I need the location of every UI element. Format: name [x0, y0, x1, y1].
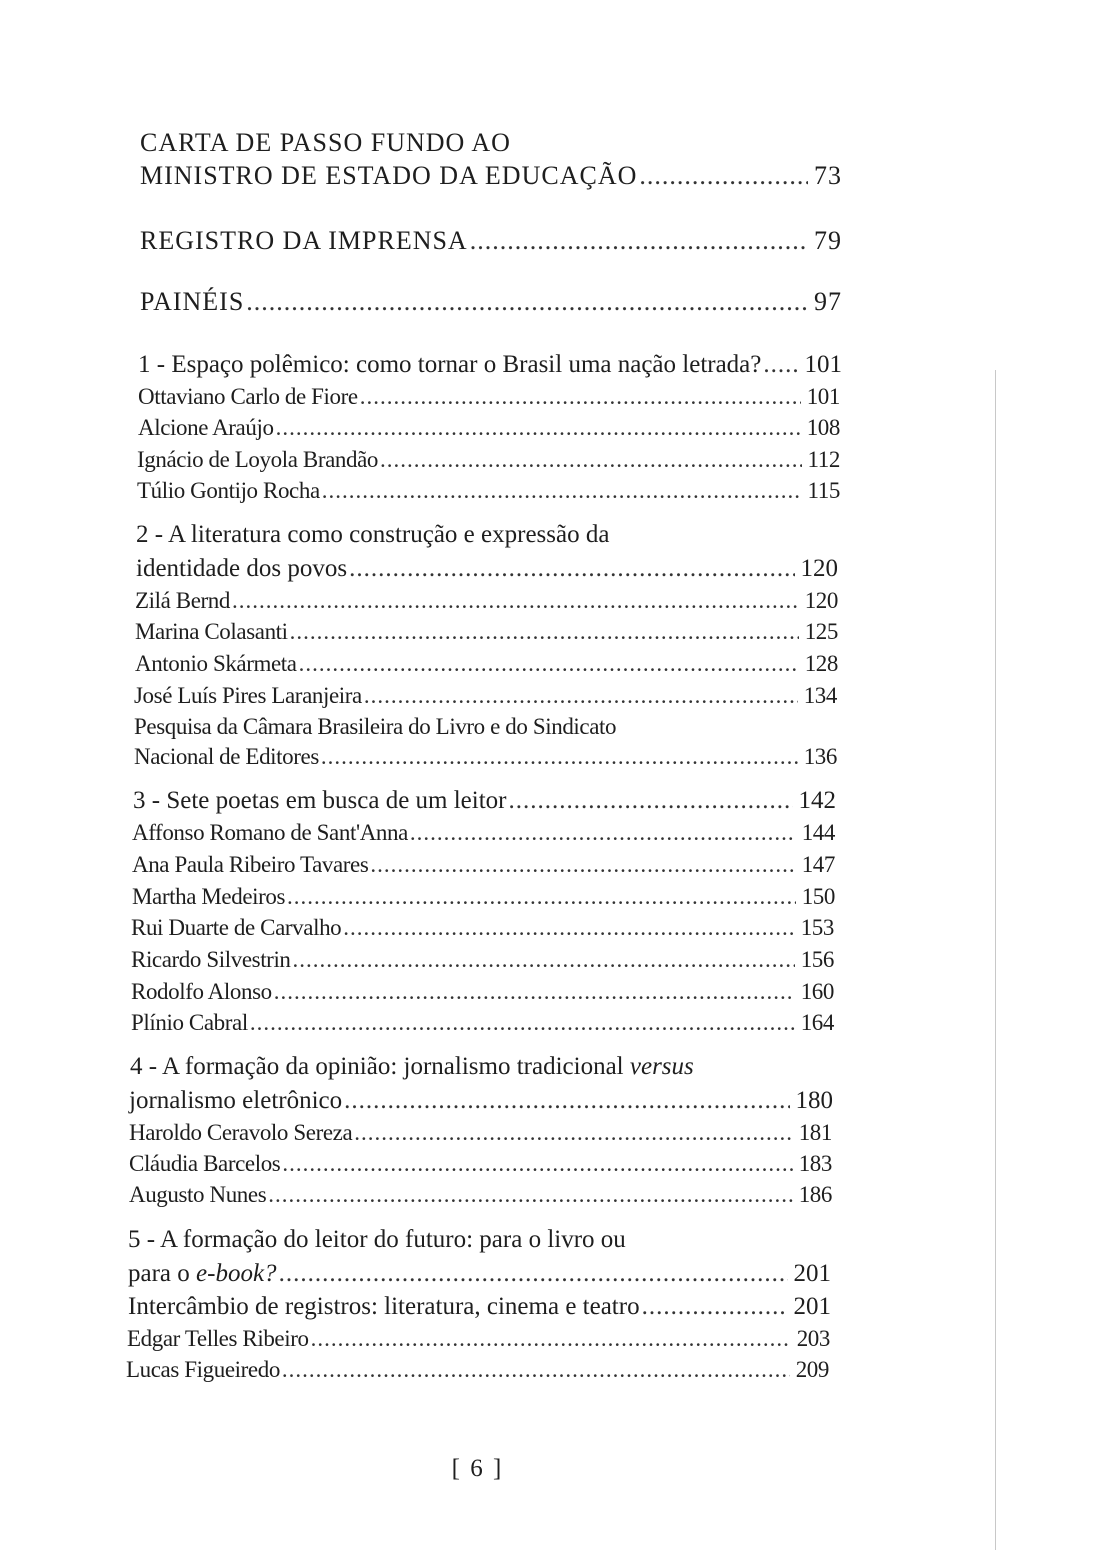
- section-title-part: para o: [128, 1260, 190, 1287]
- leader-dots: [470, 228, 808, 254]
- page-number: 160: [800, 979, 834, 1004]
- toc-item[interactable]: [131, 1011, 834, 1034]
- page-number: 183: [798, 1151, 832, 1176]
- section-2-heading-line1: 2 - A literatura como construção e expressão da: [136, 521, 610, 548]
- toc-item[interactable]: [126, 1358, 829, 1381]
- author-name: Augusto Nunes: [129, 1182, 267, 1207]
- section-4-heading[interactable]: [129, 1088, 833, 1113]
- author-name: Lucas Figueiredo: [126, 1357, 280, 1382]
- page-number: 120: [804, 588, 838, 613]
- section-title: 1 - Espaço polêmico: como tornar o Brasil uma nação letrada?: [138, 351, 762, 378]
- toc-item[interactable]: [131, 980, 834, 1003]
- author-name: Ricardo Silvestrin: [131, 947, 291, 972]
- leader-dots: [290, 620, 799, 643]
- author-name: Marina Colasanti: [135, 619, 288, 644]
- page-folio: [ 6 ]: [451, 1455, 504, 1482]
- page-number: 156: [800, 947, 834, 972]
- page-number: 201: [793, 1293, 831, 1320]
- leader-dots: [322, 479, 802, 502]
- page-number: 153: [800, 915, 834, 940]
- leader-dots: [287, 885, 796, 908]
- toc-entry-paineis[interactable]: [140, 289, 842, 315]
- page-number: 97: [814, 287, 842, 316]
- toc-item[interactable]: [138, 385, 840, 408]
- leader-dots: [274, 980, 795, 1003]
- author-name: José Luís Pires Laranjeira: [134, 683, 362, 708]
- section-title-italic: e-book?: [196, 1260, 277, 1287]
- leader-dots: [299, 652, 799, 675]
- author-name: Affonso Romano de Sant'Anna: [132, 820, 408, 845]
- page-number: 101: [804, 351, 842, 378]
- section-title-part: 4 - A formação da opinião: jornalismo tradicional: [130, 1053, 624, 1080]
- toc-entry-registro[interactable]: [140, 228, 842, 254]
- section-title: jornalismo eletrônico: [129, 1087, 343, 1114]
- page-number: 136: [803, 744, 837, 769]
- toc-item-label: Intercâmbio de registros: literatura, cinema e teatro: [128, 1293, 640, 1320]
- toc-item[interactable]: [132, 853, 835, 876]
- toc-item[interactable]: [131, 916, 834, 939]
- toc-item[interactable]: [134, 684, 837, 707]
- leader-dots: [268, 1183, 792, 1206]
- section-5-heading-line1: 5 - A formação do leitor do futuro: para o livro ou: [128, 1226, 626, 1253]
- author-name: Plínio Cabral: [131, 1010, 248, 1035]
- section-title: [128, 1261, 277, 1286]
- page-number: 181: [798, 1120, 832, 1145]
- page-number: 147: [801, 852, 835, 877]
- page-number: 144: [801, 820, 835, 845]
- leader-dots: [246, 289, 808, 315]
- leader-dots: [364, 684, 798, 707]
- toc-item-pesquisa[interactable]: [134, 745, 837, 768]
- page-number: 101: [806, 384, 840, 409]
- page-number: 79: [814, 226, 842, 255]
- section-2-heading[interactable]: [136, 556, 838, 581]
- toc-item[interactable]: [138, 416, 840, 439]
- toc-entry-carta[interactable]: [140, 163, 842, 189]
- toc-entry-label: MINISTRO DE ESTADO DA EDUCAÇÃO: [140, 161, 638, 190]
- author-name: Cláudia Barcelos: [129, 1151, 281, 1176]
- author-name: Alcione Araújo: [138, 415, 274, 440]
- toc-entry-label: PAINÉIS: [140, 287, 245, 316]
- section-1-heading[interactable]: [138, 352, 842, 377]
- toc-item[interactable]: [137, 479, 840, 502]
- author-name: Haroldo Ceravolo Sereza: [129, 1120, 353, 1145]
- toc-item[interactable]: [129, 1152, 832, 1175]
- leader-dots: [293, 948, 795, 971]
- page-number: 73: [814, 161, 842, 190]
- toc-item[interactable]: [135, 652, 838, 675]
- toc-item-pesquisa-line1: Pesquisa da Câmara Brasileira do Livro e do Sindicato: [134, 714, 617, 739]
- page-number: 201: [793, 1260, 831, 1287]
- page-number: 134: [803, 683, 837, 708]
- page-number: 164: [800, 1010, 834, 1035]
- page-number: 128: [804, 651, 838, 676]
- page-number: 186: [798, 1182, 832, 1207]
- page-number: 209: [795, 1357, 829, 1382]
- section-title: identidade dos povos: [136, 555, 348, 582]
- author-name: Túlio Gontijo Rocha: [137, 478, 320, 503]
- author-name: Rodolfo Alonso: [131, 979, 272, 1004]
- toc-item[interactable]: [127, 1327, 830, 1350]
- leader-dots: [763, 352, 798, 377]
- toc-item[interactable]: [137, 448, 840, 471]
- page-number: 180: [795, 1087, 833, 1114]
- leader-dots: [360, 385, 801, 408]
- leader-dots: [282, 1152, 792, 1175]
- leader-dots: [349, 556, 794, 581]
- page-number: 112: [807, 447, 840, 472]
- toc-item[interactable]: [129, 1183, 832, 1206]
- author-name: Ignácio de Loyola Brandão: [137, 447, 378, 472]
- leader-dots: [410, 821, 796, 844]
- toc-item[interactable]: [129, 1121, 832, 1144]
- toc-item-intercambio[interactable]: [128, 1294, 831, 1319]
- author-name: Edgar Telles Ribeiro: [127, 1326, 309, 1351]
- section-5-heading[interactable]: [128, 1261, 831, 1286]
- leader-dots: [276, 416, 801, 439]
- page-number: 142: [798, 787, 836, 814]
- section-4-heading-line1: [130, 1054, 694, 1079]
- leader-dots: [380, 448, 802, 471]
- leader-dots: [354, 1121, 792, 1144]
- toc-item[interactable]: [135, 620, 838, 643]
- author-name: Antonio Skármeta: [135, 651, 297, 676]
- page-number: 120: [800, 555, 838, 582]
- toc-item[interactable]: [132, 821, 835, 844]
- leader-dots: [642, 1294, 788, 1319]
- toc-item[interactable]: [135, 589, 838, 612]
- leader-dots: [321, 745, 798, 768]
- leader-dots: [509, 788, 793, 813]
- toc-item-label: Nacional de Editores: [134, 744, 319, 769]
- toc-entry-carta-line1: CARTA DE PASSO FUNDO AO: [140, 128, 511, 157]
- author-name: Zilá Bernd: [135, 588, 230, 613]
- author-name: Ottaviano Carlo de Fiore: [138, 384, 358, 409]
- toc-item[interactable]: [131, 948, 834, 971]
- leader-dots: [279, 1261, 788, 1286]
- page-number: 125: [804, 619, 838, 644]
- section-title-italic: versus: [629, 1053, 694, 1080]
- leader-dots: [250, 1011, 795, 1034]
- leader-dots: [311, 1327, 791, 1350]
- leader-dots: [370, 853, 795, 876]
- leader-dots: [282, 1358, 790, 1381]
- author-name: Martha Medeiros: [132, 884, 286, 909]
- leader-dots: [639, 163, 808, 189]
- toc-entry-label: REGISTRO DA IMPRENSA: [140, 226, 468, 255]
- page-number: 115: [807, 478, 840, 503]
- leader-dots: [343, 916, 794, 939]
- leader-dots: [232, 589, 799, 612]
- author-name: Ana Paula Ribeiro Tavares: [132, 852, 369, 877]
- toc-item[interactable]: [132, 885, 835, 908]
- section-title: 3 - Sete poetas em busca de um leitor: [133, 787, 507, 814]
- author-name: Rui Duarte de Carvalho: [131, 915, 342, 940]
- page-number: 150: [801, 884, 835, 909]
- leader-dots: [344, 1088, 789, 1113]
- page-number: 203: [796, 1326, 830, 1351]
- page-number: 108: [806, 415, 840, 440]
- section-3-heading[interactable]: [133, 788, 836, 813]
